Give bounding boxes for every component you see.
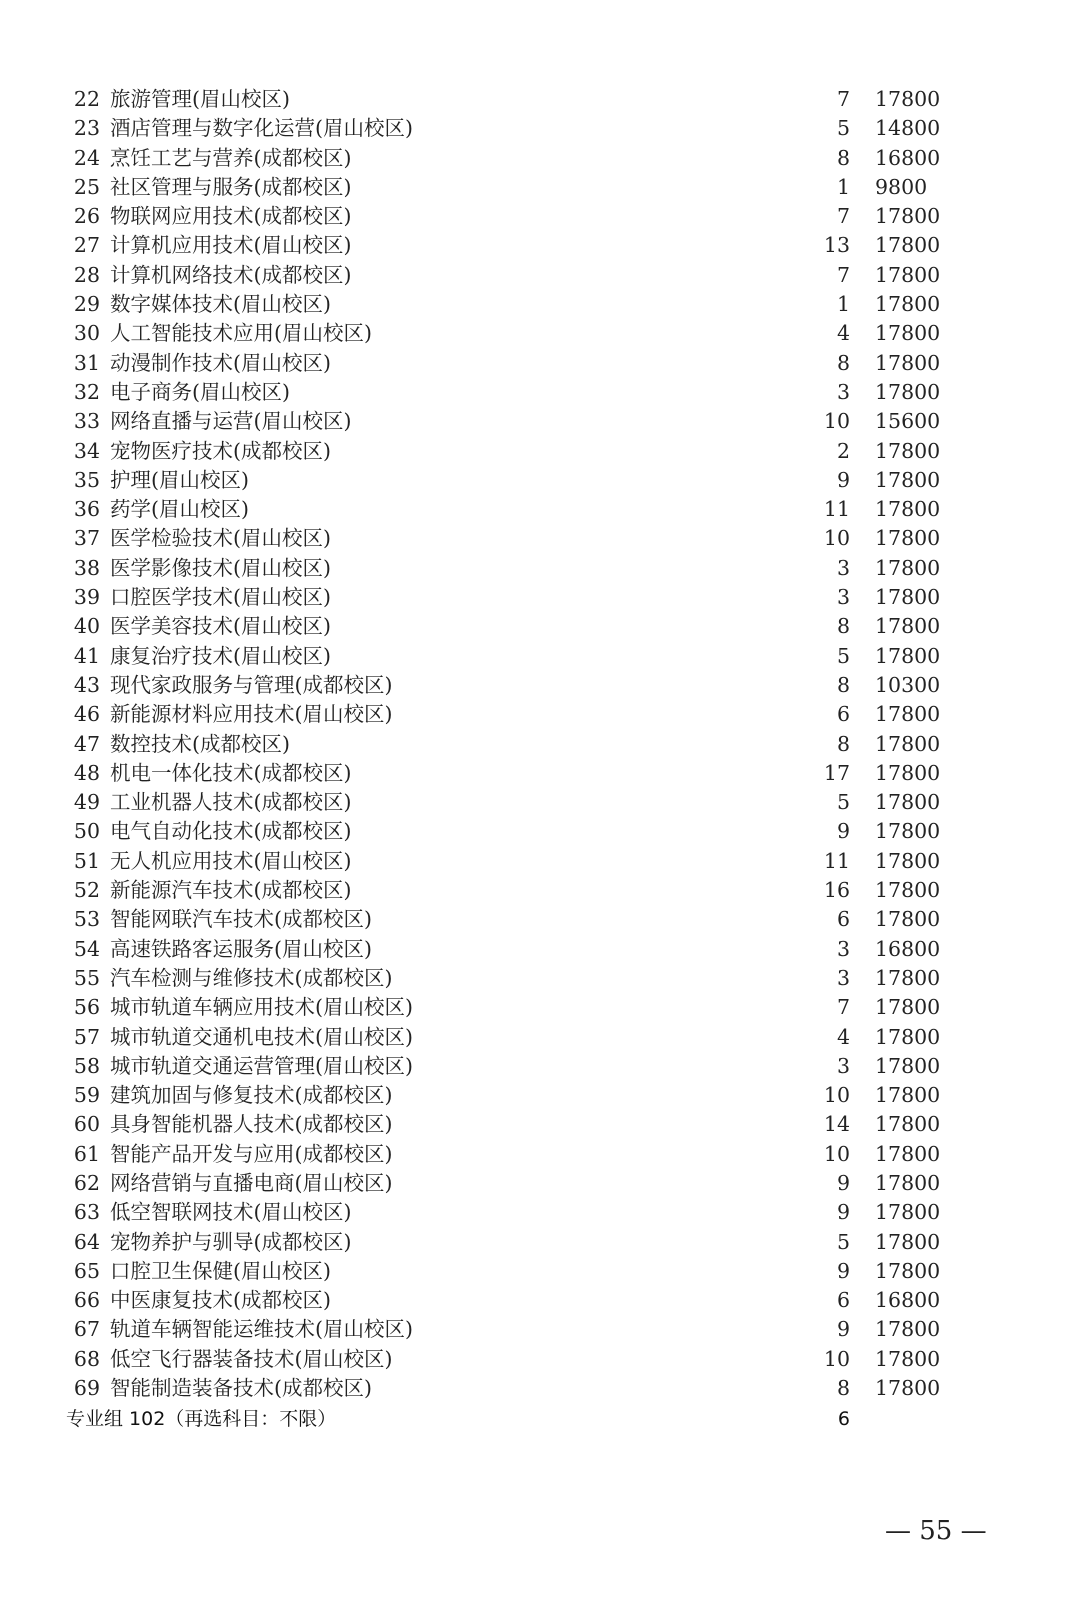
program-name: 护理(眉山校区) [110, 467, 249, 492]
enrollment-count: 9 [836, 1170, 850, 1195]
program-row [0, 1257, 1080, 1286]
program-number: 59 [73, 1083, 100, 1108]
program-number: 36 [73, 497, 100, 522]
program-row [0, 407, 1080, 436]
program-name: 医学美容技术(眉山校区) [110, 614, 331, 639]
program-name: 低空飞行器装备技术(眉山校区) [110, 1346, 393, 1371]
enrollment-count: 3 [836, 965, 850, 990]
enrollment-count: 16 [823, 878, 850, 903]
program-row [0, 1374, 1080, 1403]
program-number: 55 [73, 965, 100, 990]
program-name: 宠物养护与驯导(成都校区) [110, 1229, 352, 1254]
program-number: 54 [73, 936, 100, 961]
program-row [0, 1140, 1080, 1169]
enrollment-count: 8 [836, 350, 850, 375]
program-name: 建筑加固与修复技术(成都校区) [110, 1083, 393, 1108]
tuition-fee: 17800 [875, 907, 941, 932]
program-row [0, 1345, 1080, 1374]
tuition-fee: 17800 [875, 790, 941, 815]
program-row [0, 1228, 1080, 1257]
program-row [0, 554, 1080, 583]
tuition-fee: 17800 [875, 467, 941, 492]
tuition-fee: 17800 [875, 1346, 941, 1371]
tuition-fee: 17800 [875, 848, 941, 873]
program-name: 低空智联网技术(眉山校区) [110, 1200, 352, 1225]
program-row [0, 378, 1080, 407]
tuition-fee: 17800 [875, 1317, 941, 1342]
program-name: 智能制造装备技术(成都校区) [110, 1376, 372, 1401]
program-row [0, 144, 1080, 173]
program-number: 52 [73, 878, 100, 903]
program-number: 48 [73, 760, 100, 785]
program-number: 49 [73, 790, 100, 815]
program-name: 城市轨道交通运营管理(眉山校区) [110, 1053, 413, 1078]
enrollment-count: 10 [823, 1346, 850, 1371]
tuition-fee: 17800 [875, 731, 941, 756]
program-name: 药学(眉山校区) [110, 497, 249, 522]
program-name: 数字媒体技术(眉山校区) [110, 292, 331, 317]
program-name: 工业机器人技术(成都校区) [110, 790, 352, 815]
tuition-fee: 17800 [875, 292, 941, 317]
program-row [0, 173, 1080, 202]
enrollment-count: 7 [836, 995, 850, 1020]
program-row [0, 1198, 1080, 1227]
enrollment-count: 9 [836, 467, 850, 492]
program-name: 旅游管理(眉山校区) [110, 87, 290, 111]
tuition-fee: 17800 [875, 1229, 941, 1254]
enrollment-count: 10 [823, 1141, 850, 1166]
program-row [0, 876, 1080, 905]
program-name: 宠物医疗技术(成都校区) [110, 438, 331, 463]
program-number: 39 [73, 585, 100, 610]
program-row [0, 759, 1080, 788]
enrollment-count: 9 [836, 819, 850, 844]
program-row [0, 905, 1080, 934]
enrollment-count: 13 [823, 233, 850, 258]
program-name: 现代家政服务与管理(成都校区) [110, 672, 393, 697]
program-name: 电子商务(眉山校区) [110, 379, 290, 404]
program-number: 50 [73, 819, 100, 844]
enrollment-count: 10 [823, 526, 850, 551]
program-number: 30 [73, 321, 100, 346]
program-number: 31 [73, 350, 100, 375]
tuition-fee: 17800 [875, 878, 941, 903]
tuition-fee: 17800 [875, 350, 941, 375]
program-row [0, 524, 1080, 553]
enrollment-count: 4 [836, 321, 850, 346]
enrollment-count: 9 [836, 1317, 850, 1342]
enrollment-count: 2 [836, 438, 850, 463]
tuition-fee: 17800 [875, 1141, 941, 1166]
program-name: 智能网联汽车技术(成都校区) [110, 907, 372, 932]
enrollment-count: 17 [823, 760, 850, 785]
program-name: 物联网应用技术(成都校区) [110, 204, 352, 229]
program-row [0, 1315, 1080, 1344]
program-row [0, 231, 1080, 260]
tuition-fee: 17800 [875, 760, 941, 785]
program-row [0, 847, 1080, 876]
tuition-fee: 17800 [875, 1053, 941, 1078]
program-name: 无人机应用技术(眉山校区) [110, 848, 352, 873]
program-number: 58 [73, 1053, 100, 1078]
tuition-fee: 17800 [875, 497, 941, 522]
program-name: 智能产品开发与应用(成都校区) [110, 1141, 393, 1166]
program-row [0, 85, 1080, 114]
enrollment-count: 8 [836, 731, 850, 756]
program-row [0, 261, 1080, 290]
program-number: 43 [73, 672, 100, 697]
program-number: 47 [73, 731, 100, 756]
program-row [0, 202, 1080, 231]
program-number: 65 [73, 1258, 100, 1283]
program-name: 新能源材料应用技术(眉山校区) [110, 702, 393, 727]
program-name: 新能源汽车技术(成都校区) [110, 878, 352, 903]
tuition-fee: 17800 [875, 1170, 941, 1195]
tuition-fee: 17800 [875, 702, 941, 727]
program-row [0, 700, 1080, 729]
program-name: 高速铁路客运服务(眉山校区) [110, 936, 372, 961]
program-name: 康复治疗技术(眉山校区) [110, 643, 331, 668]
enrollment-count: 5 [836, 643, 850, 668]
program-number: 61 [73, 1141, 100, 1166]
tuition-fee: 17800 [875, 965, 941, 990]
program-row [0, 642, 1080, 671]
program-name: 汽车检测与维修技术(成都校区) [110, 965, 393, 990]
program-name: 人工智能技术应用(眉山校区) [110, 321, 372, 346]
program-row [0, 935, 1080, 964]
program-number: 38 [73, 555, 100, 580]
program-name: 医学影像技术(眉山校区) [110, 555, 331, 580]
program-number: 57 [73, 1024, 100, 1049]
tuition-fee: 17800 [875, 87, 941, 111]
tuition-fee: 15600 [875, 409, 941, 434]
program-name: 酒店管理与数字化运营(眉山校区) [110, 116, 413, 141]
program-number: 25 [73, 174, 100, 199]
program-row [0, 437, 1080, 466]
program-number: 33 [73, 409, 100, 434]
enrollment-count: 3 [836, 1053, 850, 1078]
tuition-fee: 17800 [875, 438, 941, 463]
enrollment-count: 3 [836, 936, 850, 961]
tuition-fee: 17800 [875, 643, 941, 668]
program-name: 电气自动化技术(成都校区) [110, 819, 352, 844]
program-row [0, 583, 1080, 612]
enrollment-count: 1 [836, 174, 850, 199]
program-number: 67 [73, 1317, 100, 1342]
enrollment-count: 8 [836, 1376, 850, 1401]
enrollment-count: 8 [836, 145, 850, 170]
program-name: 城市轨道交通机电技术(眉山校区) [110, 1024, 413, 1049]
program-name: 轨道车辆智能运维技术(眉山校区) [110, 1317, 413, 1342]
program-row [0, 1081, 1080, 1110]
enrollment-count: 5 [836, 116, 850, 141]
program-row [0, 1110, 1080, 1139]
enrollment-count: 4 [836, 1024, 850, 1049]
tuition-fee: 17800 [875, 1083, 941, 1108]
program-name: 计算机网络技术(成都校区) [110, 262, 352, 287]
program-name: 烹饪工艺与营养(成都校区) [110, 145, 352, 170]
tuition-fee: 16800 [875, 936, 941, 961]
program-name: 医学检验技术(眉山校区) [110, 526, 331, 551]
program-row [0, 612, 1080, 641]
enrollment-count: 11 [823, 848, 850, 873]
tuition-fee: 17800 [875, 614, 941, 639]
enrollment-count: 14 [823, 1112, 850, 1137]
program-row [0, 671, 1080, 700]
program-row [0, 964, 1080, 993]
tuition-fee: 17800 [875, 585, 941, 610]
program-name: 计算机应用技术(眉山校区) [110, 233, 352, 258]
enrollment-count: 5 [836, 1229, 850, 1254]
tuition-fee: 10300 [875, 672, 941, 697]
group-summary-row [0, 1403, 1080, 1435]
tuition-fee: 17800 [875, 1024, 941, 1049]
tuition-fee: 16800 [875, 1288, 941, 1313]
program-name: 网络直播与运营(眉山校区) [110, 409, 352, 434]
enrollment-count: 10 [823, 409, 850, 434]
enrollment-count: 11 [823, 497, 850, 522]
tuition-fee: 17800 [875, 1258, 941, 1283]
tuition-fee: 17800 [875, 1112, 941, 1137]
tuition-fee: 17800 [875, 379, 941, 404]
tuition-fee: 17800 [875, 819, 941, 844]
program-number: 32 [73, 379, 100, 404]
program-number: 35 [73, 467, 100, 492]
program-row [0, 1023, 1080, 1052]
program-row [0, 993, 1080, 1022]
tuition-fee: 17800 [875, 526, 941, 551]
enrollment-count: 5 [836, 790, 850, 815]
enrollment-count: 8 [836, 614, 850, 639]
program-number: 37 [73, 526, 100, 551]
enrollment-count: 7 [836, 87, 850, 111]
program-name: 动漫制作技术(眉山校区) [110, 350, 331, 375]
program-number: 60 [73, 1112, 100, 1137]
program-name: 城市轨道车辆应用技术(眉山校区) [110, 995, 413, 1020]
page-number: — 55 — [885, 1516, 987, 1546]
group-label: 专业组 102（再选科目：不限） [66, 1408, 337, 1431]
tuition-fee: 14800 [875, 116, 941, 141]
tuition-fee: 17800 [875, 262, 941, 287]
program-row [0, 817, 1080, 846]
program-number: 27 [73, 233, 100, 258]
program-row [0, 319, 1080, 348]
enrollment-count: 1 [836, 292, 850, 317]
program-number: 53 [73, 907, 100, 932]
program-number: 46 [73, 702, 100, 727]
enrollment-count: 3 [836, 555, 850, 580]
enrollment-count: 3 [836, 379, 850, 404]
program-name: 社区管理与服务(成都校区) [110, 174, 352, 199]
enrollment-count: 8 [836, 672, 850, 697]
program-number: 56 [73, 995, 100, 1020]
enrollment-count: 10 [823, 1083, 850, 1108]
program-row [0, 114, 1080, 143]
tuition-fee: 17800 [875, 555, 941, 580]
program-name: 口腔卫生保健(眉山校区) [110, 1258, 331, 1283]
enrollment-count: 7 [836, 204, 850, 229]
program-name: 口腔医学技术(眉山校区) [110, 585, 331, 610]
tuition-fee: 17800 [875, 321, 941, 346]
tuition-fee: 17800 [875, 1200, 941, 1225]
program-number: 23 [73, 116, 100, 141]
program-number: 51 [73, 848, 100, 873]
program-row [0, 290, 1080, 319]
program-row [0, 730, 1080, 759]
enrollment-count: 3 [836, 585, 850, 610]
program-row [0, 1286, 1080, 1315]
tuition-fee: 9800 [875, 174, 928, 199]
program-name: 中医康复技术(成都校区) [110, 1288, 331, 1313]
program-number: 63 [73, 1200, 100, 1225]
program-number: 28 [73, 262, 100, 287]
enrollment-count: 7 [836, 262, 850, 287]
enrollment-count: 6 [836, 702, 850, 727]
program-row [0, 349, 1080, 378]
program-name: 数控技术(成都校区) [110, 731, 290, 756]
program-number: 29 [73, 292, 100, 317]
program-number: 22 [73, 87, 100, 111]
program-number: 40 [73, 614, 100, 639]
enrollment-count: 9 [836, 1258, 850, 1283]
program-row [0, 466, 1080, 495]
program-number: 34 [73, 438, 100, 463]
program-row [0, 788, 1080, 817]
tuition-fee: 17800 [875, 204, 941, 229]
tuition-fee: 16800 [875, 145, 941, 170]
tuition-fee: 17800 [875, 1376, 941, 1401]
program-number: 66 [73, 1288, 100, 1313]
program-name: 网络营销与直播电商(眉山校区) [110, 1170, 393, 1195]
program-number: 64 [73, 1229, 100, 1254]
program-name: 机电一体化技术(成都校区) [110, 760, 352, 785]
program-list [0, 85, 1080, 1435]
program-number: 26 [73, 204, 100, 229]
program-number: 69 [73, 1376, 100, 1401]
program-number: 41 [73, 643, 100, 668]
enrollment-count: 6 [836, 1288, 850, 1313]
enrollment-count: 6 [836, 907, 850, 932]
tuition-fee: 17800 [875, 995, 941, 1020]
program-row [0, 495, 1080, 524]
program-name: 具身智能机器人技术(成都校区) [110, 1112, 393, 1137]
program-number: 68 [73, 1346, 100, 1371]
group-count: 6 [837, 1408, 850, 1431]
tuition-fee: 17800 [875, 233, 941, 258]
program-row [0, 1052, 1080, 1081]
program-row [0, 1169, 1080, 1198]
enrollment-count: 9 [836, 1200, 850, 1225]
program-number: 24 [73, 145, 100, 170]
program-number: 62 [73, 1170, 100, 1195]
